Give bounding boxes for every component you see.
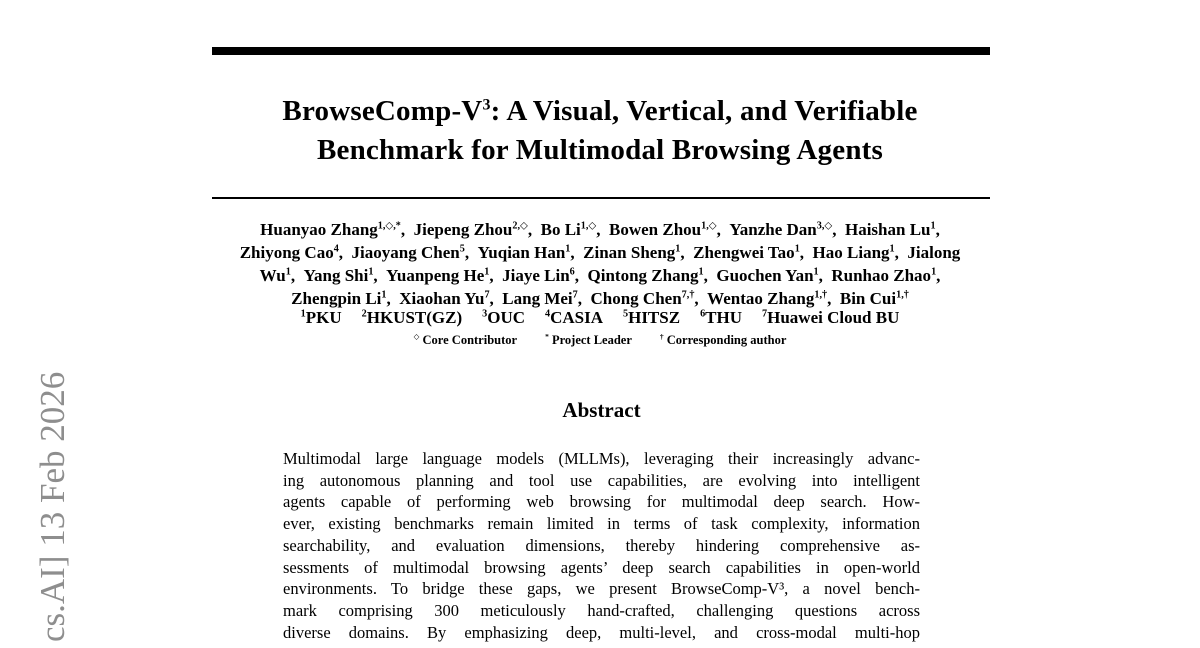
affiliation-superscript: 6 xyxy=(700,308,706,320)
abstract-line: ing autonomous planning and tool use capabilities, are evolving into intelligent xyxy=(283,470,920,490)
abstract-body xyxy=(283,448,920,643)
author-superscript: 1 xyxy=(381,289,387,301)
author-superscript: 4 xyxy=(333,243,339,255)
author-superscript: 7,† xyxy=(681,289,695,301)
affiliation-item: $^6$THU xyxy=(700,308,743,327)
author-superscript: 1 xyxy=(484,266,490,278)
contributor-note-item: * Project Leader xyxy=(545,331,632,347)
contributor-notes xyxy=(170,333,1030,348)
title-divider-rule xyxy=(212,197,990,199)
title-superscript: 3 xyxy=(482,96,491,114)
abstract-line: sessments of multimodal browsing agents’ deep search capabilities in open-world xyxy=(283,557,920,577)
author-superscript: 7 xyxy=(484,289,490,301)
author-superscript: 1 xyxy=(368,266,374,278)
author-line: Zhengpin Li$^1$, Xiaohan Yu$^7$, Lang Mei$^7$, Chong Chen$^{7,\dagger}$, Wentao Zhang$^{1,\dagger}$, Bin Cui$^{1,\dagger}$ xyxy=(291,289,909,308)
author-superscript: 2,◇ xyxy=(512,220,528,232)
affiliation-superscript: 1 xyxy=(300,308,306,320)
abstract-line: diverse domains. By emphasizing deep, multi-level, and cross-modal multi-hop xyxy=(283,622,920,642)
affiliation-superscript: 4 xyxy=(545,308,551,320)
affiliation-item: $^2$HKUST(GZ) xyxy=(361,308,463,327)
note-symbol: ◇ xyxy=(413,331,420,341)
contributor-note-item: ◇ Core Contributor xyxy=(413,331,518,347)
author-superscript: 1,◇ xyxy=(701,220,717,232)
title-line1-pre: BrowseComp-V xyxy=(282,95,483,127)
abstract-line: searchability, and evaluation dimensions, thereby hindering comprehensive as- xyxy=(283,535,920,555)
author-superscript: 1 xyxy=(698,266,704,278)
affiliation-line xyxy=(170,308,1030,328)
author-superscript: 6 xyxy=(569,266,575,278)
abstract-line: agents capable of performing web browsing for multimodal deep search. How- xyxy=(283,492,920,512)
author-superscript: 5 xyxy=(459,243,465,255)
author-superscript: 7 xyxy=(572,289,578,301)
note-symbol: † xyxy=(659,331,664,341)
author-superscript: 1,◇ xyxy=(580,220,597,232)
author-superscript: 1 xyxy=(930,220,936,232)
affiliation-superscript: 3 xyxy=(482,308,488,320)
affiliation-item: $^1$PKU xyxy=(300,308,342,327)
author-superscript: 1 xyxy=(565,243,571,255)
author-line: Zhiyong Cao$^4$, Jiaoyang Chen$^5$, Yuqian Han$^1$, Zinan Sheng$^1$, Zhengwei Tao$^1$, Hao Liang$^1$, Jialong xyxy=(239,243,961,262)
abstract-line: Multimodal large language models (MLLMs), leveraging their increasingly advanc- xyxy=(283,449,920,468)
author-superscript: 1 xyxy=(931,266,937,278)
affiliation-item: $^5$HITSZ xyxy=(623,308,681,327)
title-line1-post: : A Visual, Vertical, and Verifiable xyxy=(490,95,918,127)
abstract-line: environments. To bridge these gaps, we present BrowseComp-V³, a novel bench- xyxy=(283,579,920,599)
paper-title xyxy=(200,92,1000,170)
author-superscript: 1,◇,* xyxy=(377,220,401,232)
author-superscript: 1 xyxy=(285,266,291,278)
affiliation-item: $^3$OUC xyxy=(482,308,525,327)
abstract-heading: Abstract xyxy=(562,398,641,422)
top-black-bar xyxy=(212,47,990,55)
abstract-line: mark comprising 300 meticulously hand-crafted, challenging questions across xyxy=(283,600,920,620)
author-superscript: 3,◇ xyxy=(816,220,833,232)
author-superscript: 1,† xyxy=(896,289,909,301)
author-block xyxy=(170,218,1030,310)
author-superscript: 1 xyxy=(794,243,800,255)
affiliation-superscript: 5 xyxy=(623,308,629,320)
author-superscript: 1 xyxy=(675,243,681,255)
affiliation-item: $^7$Huawei Cloud BU xyxy=(762,308,900,327)
arxiv-sidebar-stamp: cs.AI] 13 Feb 2026 xyxy=(33,371,72,642)
author-superscript: 1 xyxy=(813,266,819,278)
affiliation-superscript: 7 xyxy=(762,308,768,320)
affiliation-item: $^4$CASIA xyxy=(545,308,603,327)
abstract-line: ever, existing benchmarks remain limited in terms of task complexity, information xyxy=(283,514,920,534)
title-line2: Benchmark for Multimodal Browsing Agents xyxy=(316,134,883,166)
note-symbol: * xyxy=(545,331,549,341)
author-line: Wu$^1$, Yang Shi$^1$, Yuanpeng He$^1$, Jiaye Lin$^6$, Qintong Zhang$^1$, Guochen Yan$^1$, Runhao Zhao$^1$, xyxy=(259,266,941,285)
author-superscript: 1 xyxy=(889,243,895,255)
contributor-note-item: † Corresponding author xyxy=(659,331,787,347)
affiliation-superscript: 2 xyxy=(361,308,367,320)
author-superscript: 1,† xyxy=(814,289,828,301)
author-line: Huanyao Zhang$^{1,◇,*}$, Jiepeng Zhou$^{2,◇}$, Bo $Li^{1,◇}$, Bowen Zhou$^{1,◇}$, Yanzhe Dan$^{3,◇}$, Haishan Lu$^1$, xyxy=(260,220,940,239)
